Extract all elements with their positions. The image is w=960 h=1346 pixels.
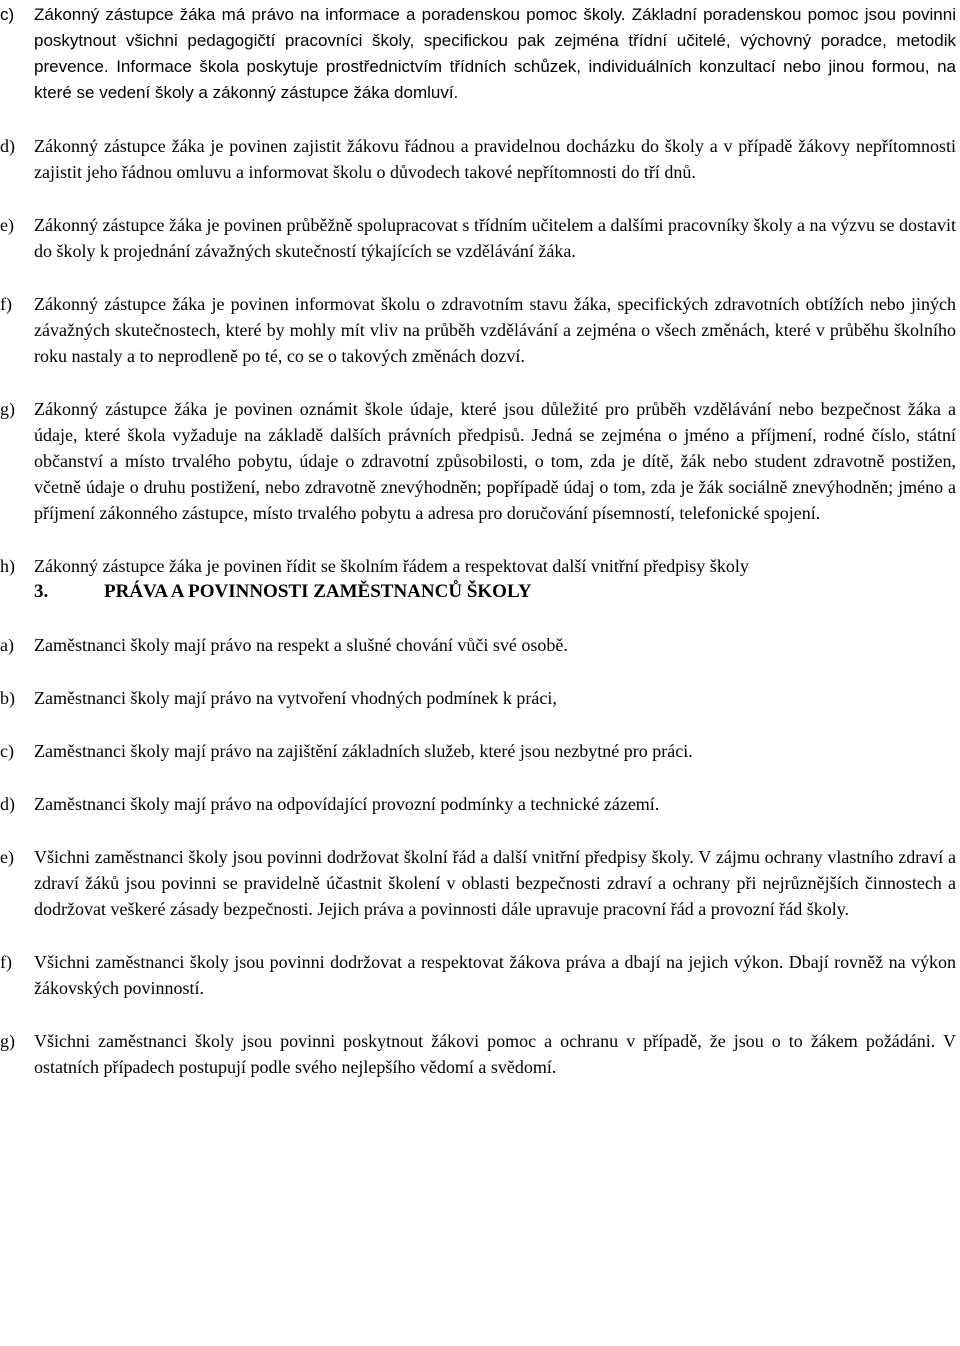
item-marker: a) bbox=[0, 635, 14, 655]
item-marker: f) bbox=[0, 952, 12, 972]
item-text: Zákonný zástupce žáka je povinen informovat školu o zdravotním stavu žáka, specifických zdravotních obtížích nebo jiných závažných skutečnostech, které by mohly mít vliv na průběh vzdělávání a zejména o všech změnách, které v průběhu školního roku nastaly a to neprodleně po té, co se o takových změnách dozví. bbox=[34, 294, 956, 366]
item-text: Zaměstnanci školy mají právo na vytvoření vhodných podmínek k práci, bbox=[34, 688, 557, 708]
item-marker: e) bbox=[0, 215, 14, 235]
paragraph-b-work-conditions bbox=[0, 685, 956, 711]
item-text: Zákonný zástupce žáka je povinen průběžně spolupracovat s třídním učitelem a dalšími pracovníky školy a na výzvu se dostavit do školy k projednání závažných skutečností týkajících se vzdělávání žáka. bbox=[34, 215, 956, 261]
item-marker: c) bbox=[0, 741, 14, 761]
item-text: Zaměstnanci školy mají právo na respekt a slušné chování vůči své osobě. bbox=[34, 635, 568, 655]
item-text: Všichni zaměstnanci školy jsou povinni poskytnout žákovi pomoc a ochranu v případě, že jsou o to žákem požádáni. V ostatních případech postupují podle svého nejlepšího vědomí a svědomí. bbox=[34, 1031, 956, 1077]
paragraph-c-basic-services bbox=[0, 738, 956, 764]
item-marker: g) bbox=[0, 399, 15, 419]
item-marker: b) bbox=[0, 688, 15, 708]
paragraph-c-legal-guardian-info bbox=[0, 2, 956, 106]
paragraph-h-school-rules bbox=[0, 553, 956, 579]
item-marker: d) bbox=[0, 794, 15, 814]
item-text: Všichni zaměstnanci školy jsou povinni dodržovat školní řád a další vnitřní předpisy školy. V zájmu ochrany vlastního zdraví a zdraví žáků jsou povinni se pravidelně účastnit školení v oblasti bezpečnosti zdraví a ochrany při nejrůznějších činnostech a dodržovat veškeré zásady bezpečnosti. Jejich práva a povinnosti dále upravuje pracovní řád a provozní řád školy. bbox=[34, 847, 956, 919]
paragraph-d-technical-conditions bbox=[0, 791, 956, 817]
item-text: Zákonný zástupce žáka je povinen oznámit škole údaje, které jsou důležité pro průběh vzdělávání nebo bezpečnost žáka a údaje, které škola vyžaduje na základě dalších právních předpisů. Jedná se zejména o jméno a příjmení, rodné číslo, státní občanství a místo trvalého pobytu, údaje o zdravotní způsobilosti, o tom, zda je dítě, žák nebo student zdravotně postižen, včetně údaje o druhu postižení, nebo zdravotně znevýhodněn; popřípadě údaj o tom, zda je žák sociálně znevýhodněn; jméno a příjmení zákonného zástupce, místo trvalého pobytu a adresa pro doručování písemností, telefonické spojení. bbox=[34, 399, 956, 523]
paragraph-f-student-rights bbox=[0, 949, 956, 1001]
paragraph-e-cooperation bbox=[0, 212, 956, 264]
item-text: Zaměstnanci školy mají právo na odpovídající provozní podmínky a technické zázemí. bbox=[34, 794, 660, 814]
paragraph-d-attendance bbox=[0, 133, 956, 185]
item-marker: g) bbox=[0, 1031, 15, 1051]
paragraph-g-student-protection bbox=[0, 1028, 956, 1080]
paragraph-a-respect bbox=[0, 632, 956, 658]
paragraph-f-health-info bbox=[0, 291, 956, 369]
item-marker: f) bbox=[0, 294, 12, 314]
section-number: 3. bbox=[34, 581, 49, 602]
item-text: Všichni zaměstnanci školy jsou povinni dodržovat a respektovat žákova práva a dbají na jejich výkon. Dbají rovněž na výkon žákovských povinností. bbox=[34, 952, 956, 998]
section-3-heading bbox=[0, 579, 956, 605]
item-marker: c) bbox=[0, 5, 15, 24]
section-title: PRÁVA A POVINNOSTI ZAMĚSTNANCŮ ŠKOLY bbox=[104, 581, 532, 602]
item-marker: h) bbox=[0, 556, 15, 576]
item-marker: e) bbox=[0, 847, 14, 867]
item-text: Zákonný zástupce žáka je povinen řídit se školním řádem a respektovat další vnitřní předpisy školy bbox=[34, 556, 749, 576]
paragraph-g-personal-data bbox=[0, 396, 956, 526]
paragraph-e-safety-training bbox=[0, 844, 956, 922]
item-marker: d) bbox=[0, 136, 15, 156]
item-text: Zákonný zástupce žáka má právo na informace a poradenskou pomoc školy. Základní poradenskou pomoc jsou povinni poskytnout všichni pedagogičtí pracovníci školy, specifickou pak zejména třídní učitelé, výchovný poradce, metodik prevence. Informace škola poskytuje prostřednictvím třídních schůzek, individuálních konzultací nebo jinou formou, na které se vedení školy a zákonný zástupce žáka domluví. bbox=[34, 5, 956, 102]
item-text: Zákonný zástupce žáka je povinen zajistit žákovu řádnou a pravidelnou docházku do školy a v případě žákovy nepřítomnosti zajistit jeho řádnou omluvu a informovat školu o důvodech takové nepřítomnosti do tří dnů. bbox=[34, 136, 956, 182]
item-text: Zaměstnanci školy mají právo na zajištění základních služeb, které jsou nezbytné pro práci. bbox=[34, 741, 693, 761]
